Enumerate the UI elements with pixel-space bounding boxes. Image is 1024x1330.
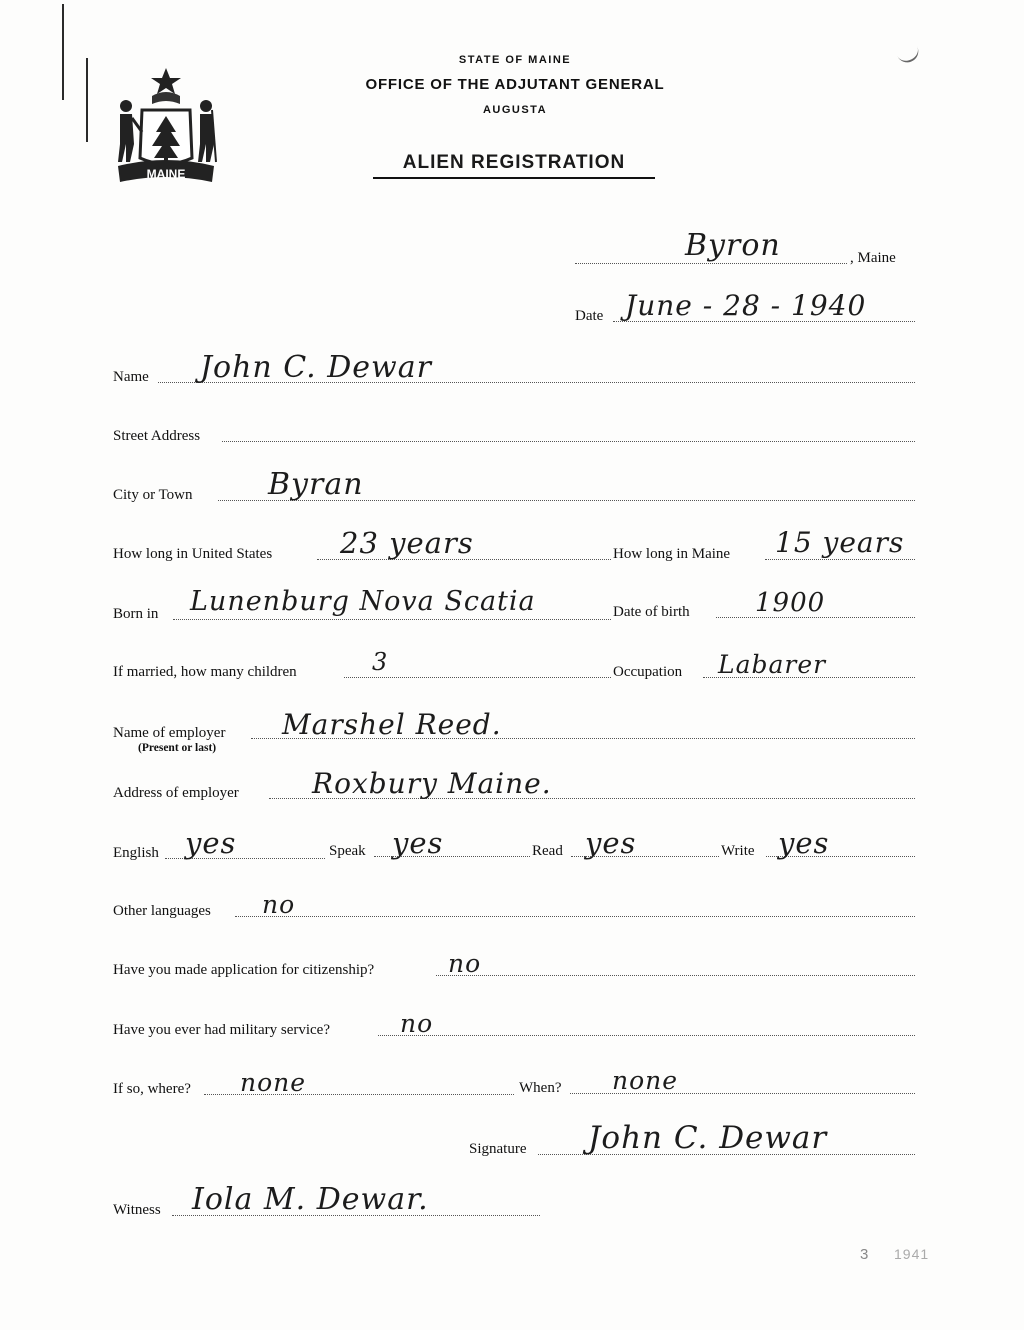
margin-mark xyxy=(62,4,64,100)
town-value: Byron xyxy=(685,228,781,263)
children-line xyxy=(344,677,611,678)
town-line xyxy=(575,263,847,264)
witness-label: Witness xyxy=(113,1202,161,1218)
employer-address-value: Roxbury Maine. xyxy=(312,767,552,800)
how-long-maine-label: How long in Maine xyxy=(613,546,731,562)
read-label: Read xyxy=(532,843,563,859)
read-value: yes xyxy=(585,826,637,860)
other-languages-value: no xyxy=(262,890,296,919)
check-mark xyxy=(896,44,922,66)
how-long-maine-value: 15 years xyxy=(775,526,905,559)
signature-value: John C. Dewar xyxy=(588,1120,828,1156)
employer-sublabel: (Present or last) xyxy=(138,742,217,754)
military-value: no xyxy=(400,1009,434,1038)
speak-label: Speak xyxy=(329,843,366,859)
street-address-line xyxy=(222,441,915,442)
name-label: Name xyxy=(113,369,149,385)
date-of-birth-label: Date of birth xyxy=(613,604,690,620)
write-label: Write xyxy=(721,843,755,859)
english-label: English xyxy=(113,845,159,861)
stamp-year: 1941 xyxy=(894,1246,930,1262)
citizenship-label: Have you made application for citizenship? xyxy=(113,962,375,978)
witness-value: Iola M. Dewar. xyxy=(192,1182,429,1217)
write-value: yes xyxy=(778,826,830,860)
date-value: June - 28 - 1940 xyxy=(625,289,867,322)
how-long-maine-line xyxy=(765,559,915,560)
born-in-label: Born in xyxy=(113,606,159,622)
signature-label: Signature xyxy=(469,1141,527,1157)
citizenship-line xyxy=(436,975,915,976)
city-value: Byran xyxy=(268,467,364,502)
military-label: Have you ever had military service? xyxy=(113,1022,330,1038)
born-in-value: Lunenburg Nova Scatia xyxy=(190,586,536,617)
header-city: AUGUSTA xyxy=(482,104,548,116)
header-office: OFFICE OF THE ADJUTANT GENERAL xyxy=(365,76,665,93)
employer-label: Name of employer xyxy=(113,725,226,741)
children-value: 3 xyxy=(372,648,389,676)
date-of-birth-value: 1900 xyxy=(755,588,826,618)
name-value: John C. Dewar xyxy=(200,350,432,385)
occupation-label: Occupation xyxy=(613,664,683,680)
when-label: When? xyxy=(519,1080,562,1096)
children-label: If married, how many children xyxy=(113,664,297,680)
when-value: none xyxy=(612,1066,679,1095)
street-address-label: Street Address xyxy=(113,428,201,444)
how-long-us-value: 23 years xyxy=(340,526,474,560)
where-value: none xyxy=(240,1068,307,1097)
maine-seal-icon xyxy=(112,66,220,192)
seal-text: MAINE xyxy=(146,167,186,181)
how-long-us-label: How long in United States xyxy=(113,546,273,562)
city-label: City or Town xyxy=(113,487,193,503)
margin-mark xyxy=(86,58,88,142)
other-languages-label: Other languages xyxy=(113,903,211,919)
stamp-day: 3 xyxy=(860,1246,869,1263)
employer-address-label: Address of employer xyxy=(113,785,239,801)
military-line xyxy=(378,1035,915,1036)
date-label: Date xyxy=(575,308,604,324)
citizenship-value: no xyxy=(448,949,482,978)
english-value: yes xyxy=(185,826,237,860)
header-state: STATE OF MAINE xyxy=(458,54,572,66)
speak-value: yes xyxy=(392,826,444,860)
born-in-line xyxy=(173,619,611,620)
town-suffix: , Maine xyxy=(850,250,896,266)
occupation-value: Labarer xyxy=(718,650,827,679)
where-label: If so, where? xyxy=(113,1081,191,1097)
form-title: ALIEN REGISTRATION xyxy=(373,152,655,179)
employer-value: Marshel Reed. xyxy=(282,708,502,741)
other-languages-line xyxy=(235,916,915,917)
